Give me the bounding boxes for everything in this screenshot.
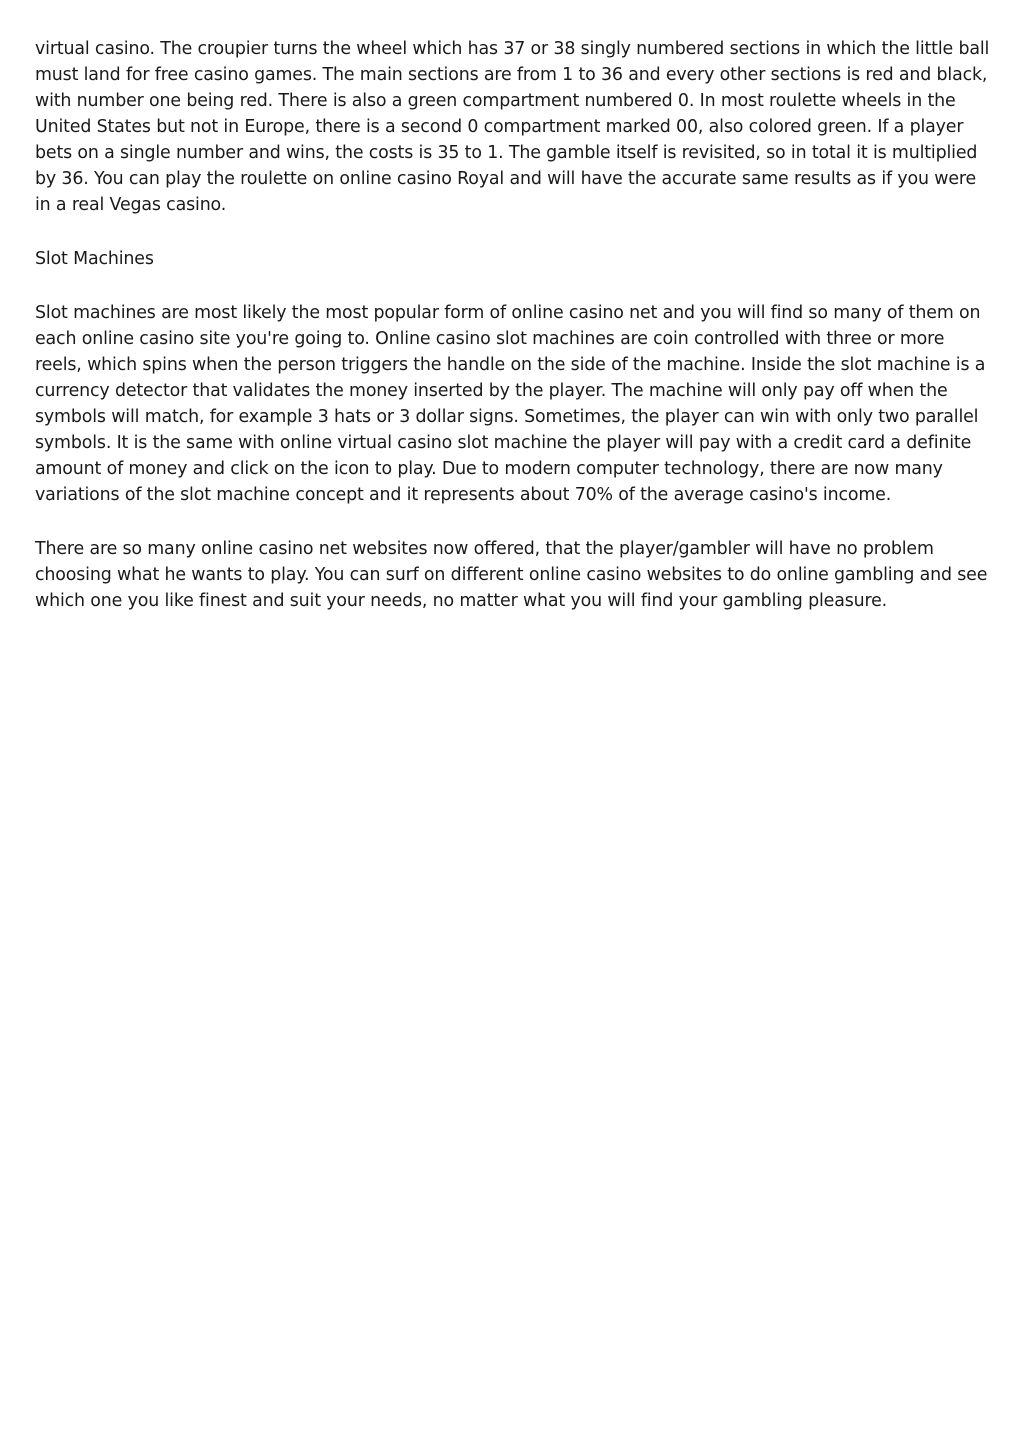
paragraph-spacer [35,272,995,300]
paragraph-online-casino-websites: There are so many online casino net websites now offered, that the player/gambler will have no problem choosing what he wants to play. You can surf on different online casino websites to do online gambling and see which one you like finest and suit your needs, no matter what you will find your gambling pleasure. [35,539,988,611]
paragraph-roulette: virtual casino. The croupier turns the wheel which has 37 or 38 singly numbered sections in which the little ball must land for free casino games. The main sections are from 1 to 36 and every other sections is red and black, with number one being red. There is also a green compartment numbered 0. In most roulette wheels in the United States but not in Europe, there is a second 0 compartment marked 00, also colored green. If a player bets on a single number and wins, the costs is 35 to 1. The gamble itself is revisited, so in total it is multiplied by 36. You can play the roulette on online casino Royal and will have the accurate same results as if you were in a real Vegas casino. [35,39,990,215]
paragraph-spacer [35,508,995,536]
paragraph-slot-machines: Slot machines are most likely the most popular form of online casino net and you will find so many of them on each online casino site you're going to. Online casino slot machines are coin controlled with three or more reels, which spins when the person triggers the handle on the side of the machine. Inside the slot machine is a currency detector that validates the money inserted by the player. The machine will only pay off when the symbols will match, for example 3 hats or 3 dollar signs. Sometimes, the player can win with only two parallel symbols. It is the same with online virtual casino slot machine the player will pay with a credit card a definite amount of money and click on the icon to play. Due to modern computer technology, there are now many variations of the slot machine concept and it represents about 70% of the average casino's income. [35,303,986,505]
document-page [35,36,995,614]
section-heading-slot-machines: Slot Machines [35,249,154,269]
paragraph-spacer [35,218,995,246]
